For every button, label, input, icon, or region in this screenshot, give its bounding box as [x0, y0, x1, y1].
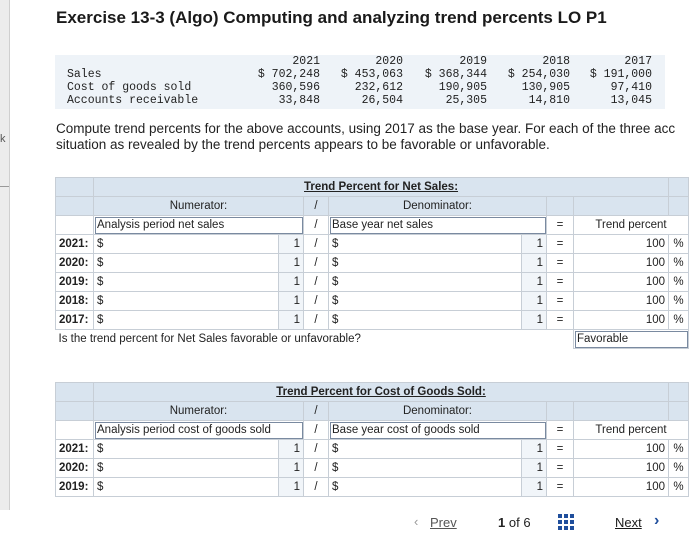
equals-cell: =: [547, 421, 574, 440]
chevron-right-icon[interactable]: ›: [654, 512, 660, 529]
next-button[interactable]: Next: [615, 515, 642, 530]
numerator-value: 1: [279, 273, 304, 292]
percent-sign: %: [669, 311, 689, 330]
page-current: 1: [498, 515, 506, 530]
numerator-value: 1: [279, 235, 304, 254]
numerator-input[interactable]: [94, 273, 279, 292]
denominator-value: 1: [522, 311, 547, 330]
year-header: 2018: [542, 55, 570, 68]
numerator-value: 1: [279, 292, 304, 311]
equals-cell: =: [547, 292, 574, 311]
denominator-input[interactable]: [329, 311, 522, 330]
trend-percent-value: 100: [574, 311, 669, 330]
header-cell: [669, 383, 689, 402]
year-label: 2021:: [56, 235, 94, 254]
account-value: 26,504: [361, 94, 403, 107]
gutter-mark: k: [0, 133, 6, 145]
year-label: 2020:: [56, 459, 94, 478]
denominator-heading: Denominator:: [329, 197, 547, 216]
dollar-sign: $: [97, 481, 104, 493]
account-value: $ 191,000: [589, 68, 652, 81]
dollar-sign: $: [97, 295, 104, 307]
equals-cell: =: [547, 254, 574, 273]
slash-heading: /: [304, 402, 329, 421]
chevron-left-icon[interactable]: ‹: [414, 514, 419, 529]
slash-cell: /: [304, 421, 329, 440]
dollar-sign: $: [97, 238, 104, 250]
year-label: 2018:: [56, 292, 94, 311]
year-label: 2021:: [56, 440, 94, 459]
header-cell: [56, 402, 94, 421]
denominator-input[interactable]: [329, 273, 522, 292]
dollar-sign: $: [332, 462, 339, 474]
numerator-input[interactable]: [94, 235, 279, 254]
slash-cell: /: [304, 440, 329, 459]
numerator-input[interactable]: [94, 478, 279, 497]
year-header: 2021: [292, 55, 320, 68]
slash-cell: /: [304, 459, 329, 478]
account-value: 130,905: [521, 81, 570, 94]
header-cell: [547, 197, 574, 216]
label-cell: [56, 421, 94, 440]
denominator-input[interactable]: [329, 459, 522, 478]
account-label: Accounts receivable: [67, 94, 199, 107]
dollar-sign: $: [332, 481, 339, 493]
numerator-heading: Numerator:: [94, 402, 304, 421]
denominator-value: 1: [522, 459, 547, 478]
numerator-column-label: Analysis period net sales: [94, 216, 304, 235]
trend-percent-value: 100: [574, 292, 669, 311]
account-value: 13,045: [610, 94, 652, 107]
year-header: 2019: [459, 55, 487, 68]
equals-cell: =: [547, 235, 574, 254]
year-label: 2019:: [56, 478, 94, 497]
trend-percent-value: 100: [574, 478, 669, 497]
numerator-input[interactable]: [94, 440, 279, 459]
account-value: 97,410: [610, 81, 652, 94]
account-value: 190,905: [438, 81, 487, 94]
denominator-column-label: Base year cost of goods sold: [329, 421, 547, 440]
numerator-value: 1: [279, 478, 304, 497]
pager-bar: [0, 510, 700, 535]
equals-cell: =: [547, 478, 574, 497]
slash-cell: /: [304, 478, 329, 497]
account-value: $ 453,063: [340, 68, 403, 81]
numerator-input[interactable]: [94, 254, 279, 273]
numerator-input[interactable]: [94, 292, 279, 311]
result-column-label: Trend percent: [574, 421, 689, 440]
denominator-heading: Denominator:: [329, 402, 547, 421]
label-cell: [56, 216, 94, 235]
percent-sign: %: [669, 292, 689, 311]
sales-trend-table: [55, 177, 689, 349]
favorability-select[interactable]: Favorable: [574, 330, 689, 349]
account-value: 25,305: [445, 94, 487, 107]
year-header: 2017: [624, 55, 652, 68]
trend-percent-value: 100: [574, 273, 669, 292]
denominator-input[interactable]: [329, 478, 522, 497]
gutter-tick: [0, 186, 9, 187]
slash-cell: /: [304, 254, 329, 273]
year-label: 2019:: [56, 273, 94, 292]
table-title: Trend Percent for Net Sales:: [94, 178, 669, 197]
slash-cell: /: [304, 235, 329, 254]
left-gutter: [0, 0, 10, 535]
denominator-column-label: Base year net sales: [329, 216, 547, 235]
trend-percent-value: 100: [574, 440, 669, 459]
table-title: Trend Percent for Cost of Goods Sold:: [94, 383, 669, 402]
slash-cell: /: [304, 292, 329, 311]
percent-sign: %: [669, 459, 689, 478]
dollar-sign: $: [332, 443, 339, 455]
equals-cell: =: [547, 216, 574, 235]
denominator-value: 1: [522, 254, 547, 273]
numerator-heading: Numerator:: [94, 197, 304, 216]
denominator-value: 1: [522, 478, 547, 497]
numerator-input[interactable]: [94, 311, 279, 330]
dollar-sign: $: [332, 238, 339, 250]
instructions-line: situation as revealed by the trend percents appears to be favorable or unfavorable.: [56, 137, 550, 152]
page-total: 6: [523, 515, 531, 530]
exercise-title: Exercise 13-3 (Algo) Computing and analyzing trend percents LO P1: [56, 8, 607, 27]
denominator-input[interactable]: [329, 292, 522, 311]
trend-percent-value: 100: [574, 459, 669, 478]
grid-icon[interactable]: [557, 513, 575, 531]
denominator-value: 1: [522, 292, 547, 311]
account-value: $ 368,344: [424, 68, 487, 81]
dollar-sign: $: [97, 257, 104, 269]
percent-sign: %: [669, 254, 689, 273]
header-cell: [574, 197, 669, 216]
favorability-question: Is the trend percent for Net Sales favorable or unfavorable?: [56, 330, 574, 349]
accounts-data-panel: [55, 55, 665, 109]
equals-cell: =: [547, 440, 574, 459]
dollar-sign: $: [332, 257, 339, 269]
slash-heading: /: [304, 197, 329, 216]
account-value: 14,810: [528, 94, 570, 107]
denominator-input[interactable]: [329, 254, 522, 273]
page-of: of: [508, 515, 520, 530]
account-value: $ 254,030: [507, 68, 570, 81]
year-label: 2017:: [56, 311, 94, 330]
dollar-sign: $: [332, 276, 339, 288]
denominator-value: 1: [522, 235, 547, 254]
percent-sign: %: [669, 235, 689, 254]
denominator-value: 1: [522, 273, 547, 292]
percent-sign: %: [669, 440, 689, 459]
header-cell: [574, 402, 669, 421]
denominator-input[interactable]: [329, 235, 522, 254]
equals-cell: =: [547, 311, 574, 330]
account-value: $ 702,248: [257, 68, 320, 81]
numerator-value: 1: [279, 459, 304, 478]
year-header: 2020: [375, 55, 403, 68]
dollar-sign: $: [332, 295, 339, 307]
header-cell: [669, 178, 689, 197]
slash-cell: /: [304, 216, 329, 235]
account-label: Sales: [67, 68, 102, 81]
dollar-sign: $: [97, 276, 104, 288]
dollar-sign: $: [332, 314, 339, 326]
cogs-trend-table: [55, 382, 689, 497]
slash-cell: /: [304, 311, 329, 330]
equals-cell: =: [547, 459, 574, 478]
header-cell: [56, 178, 94, 197]
denominator-value: 1: [522, 440, 547, 459]
numerator-value: 1: [279, 254, 304, 273]
account-value: 232,612: [354, 81, 403, 94]
dollar-sign: $: [97, 314, 104, 326]
header-cell: [56, 197, 94, 216]
header-cell: [669, 402, 689, 421]
year-label: 2020:: [56, 254, 94, 273]
dollar-sign: $: [97, 443, 104, 455]
percent-sign: %: [669, 478, 689, 497]
numerator-value: 1: [279, 440, 304, 459]
instructions-line: Compute trend percents for the above accounts, using 2017 as the base year. For each of the three acc: [56, 121, 676, 136]
trend-percent-value: 100: [574, 254, 669, 273]
account-value: 360,596: [271, 81, 320, 94]
slash-cell: /: [304, 273, 329, 292]
header-cell: [669, 197, 689, 216]
trend-percent-value: 100: [574, 235, 669, 254]
numerator-column-label: Analysis period cost of goods sold: [94, 421, 304, 440]
equals-cell: =: [547, 273, 574, 292]
account-value: 33,848: [278, 94, 320, 107]
account-label: Cost of goods sold: [67, 81, 192, 94]
dollar-sign: $: [97, 462, 104, 474]
header-cell: [547, 402, 574, 421]
page-indicator: [498, 515, 531, 530]
instructions: [56, 121, 675, 153]
denominator-input[interactable]: [329, 440, 522, 459]
prev-button[interactable]: Prev: [430, 515, 457, 530]
result-column-label: Trend percent: [574, 216, 689, 235]
numerator-input[interactable]: [94, 459, 279, 478]
percent-sign: %: [669, 273, 689, 292]
numerator-value: 1: [279, 311, 304, 330]
header-cell: [56, 383, 94, 402]
